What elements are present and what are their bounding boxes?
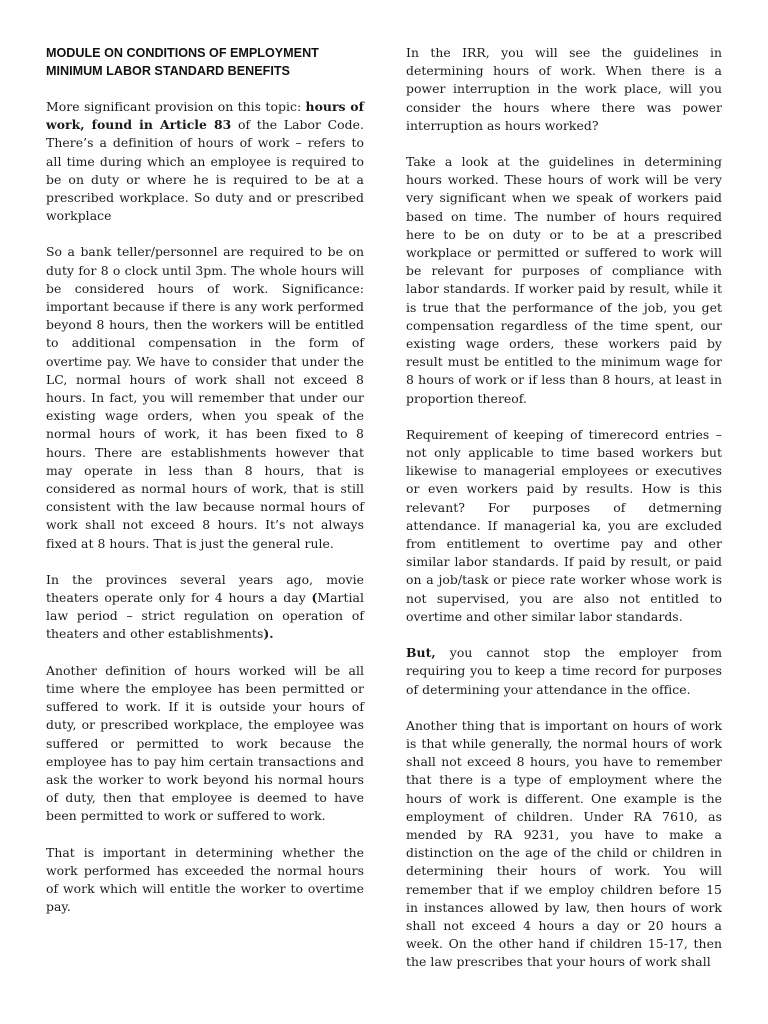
document-title: [46, 44, 364, 80]
text-run: you cannot stop the employer from requiring you to keep a time record for purposes of determining your attendance in the office.: [406, 645, 722, 697]
bold-text: hours of work, found in Article 83: [46, 99, 364, 133]
paragraph-but-time-record: [406, 644, 722, 699]
paragraph-hours-worked-guidelines: Take a look at the guidelines in determining hours worked. These hours of work will be very very significant when we speak of workers paid based on time. The number of hours required here to be on duty or to be at a prescribed workplace or permitted or suffered to work will be relevant for purposes of compliance with labor standards. If worker paid by result, while it is true that the performance of the job, you get compensation regardless of the time spent, our existing wage orders, these workers paid by result must be entitled to the minimum wage for 8 hours of work or if less than 8 hours, at least in proportion thereof.: [406, 154, 722, 406]
right-column: [406, 44, 722, 990]
bold-text: (: [311, 590, 318, 606]
title-line-1: MODULE ON CONDITIONS OF EMPLOYMENT: [46, 46, 319, 60]
text-run: of the Labor Code. There’s a definition of hours of work – refers to all time during which an employee is required to be on duty or where he is required to be at a prescribed workplace. So duty and or prescribed workplace: [46, 117, 364, 224]
title-line-2: MINIMUM LABOR STANDARD BENEFITS: [46, 64, 290, 78]
paragraph-irr-guidelines: In the IRR, you will see the guidelines in determining hours of work. When there is a power interruption in the work place, will you consider the hours where there was power interruption as hours worked?: [406, 45, 722, 133]
paragraph-movie-theaters: [46, 571, 364, 644]
paragraph-timerecord: Requirement of keeping of timerecord entries – not only applicable to time based workers but likewise to managerial employees or executives or even workers paid by results. How is this relevant? For purposes of detmerning attendance. If managerial ka, you are excluded from entitlement to overtime pay and other similar labor standards. If paid by result, or paid on a job/task or piece rate worker whose work is not supervised, you are also not entitled to overtime and other similar labor standards.: [406, 426, 722, 624]
paragraph-employment-children: Another thing that is important on hours of work is that while generally, the normal hours of work shall not exceed 8 hours, you have to remember that there is a type of employment where the hours of work is different. One example is the employment of children. Under RA 7610, as mended by RA 9231, you have to make a distinction on the age of the child or children in determining their hours of work. You will remember that if we employ children before 15 in instances allowed by law, then hours of work shall not exceed 4 hours a day or 20 hours a week. On the other hand if children 15-17, then the law prescribes that your hours of work shall: [406, 717, 722, 970]
text-run: More significant provision on this topic:: [46, 99, 306, 114]
paragraph-bank-teller: So a bank teller/personnel are required to be on duty for 8 o clock until 3pm. The whole hours will be considered hours of work. Significance: important because if there is any work performed beyond 8 hours, then the workers will be entitled to additional compensation in the form of overtime pay. We have to consider that under the LC, normal hours of work shall not exceed 8 hours. In fact, you will remember that under our existing wage orders, when you speak of the normal hours of work, it has been fixed to 8 hours. There are establishments however that may operate in less than 8 hours, that is considered as normal hours of work, that is still consistent with the law because normal hours of work shall not exceed 8 hours. It’s not always fixed at 8 hours. That is just the general rule.: [46, 244, 364, 551]
left-column: [46, 44, 364, 934]
bold-text: But,: [406, 645, 436, 661]
bold-text: ).: [263, 626, 274, 642]
paragraph-article-83: [46, 98, 364, 225]
paragraph-overtime-importance: That is important in determining whether the work performed has exceeded the normal hours of work which will entitle the worker to overtime pay.: [46, 844, 364, 915]
paragraph-hours-worked-definition: Another definition of hours worked will be all time where the employee has been permitted or suffered to work. If it is outside your hours of duty, or prescribed workplace, the employee was suffered or permitted to work because the employee has to pay him certain transactions and ask the worker to work beyond his normal hours of duty, then that employee is deemed to have been permitted to work or suffered to work.: [46, 662, 364, 824]
text-run: Martial law period – strict regulation on operation of theaters and other establishments: [46, 590, 364, 642]
text-run: In the provinces several years ago, movie theaters operate only for 4 hours a day: [46, 571, 364, 606]
